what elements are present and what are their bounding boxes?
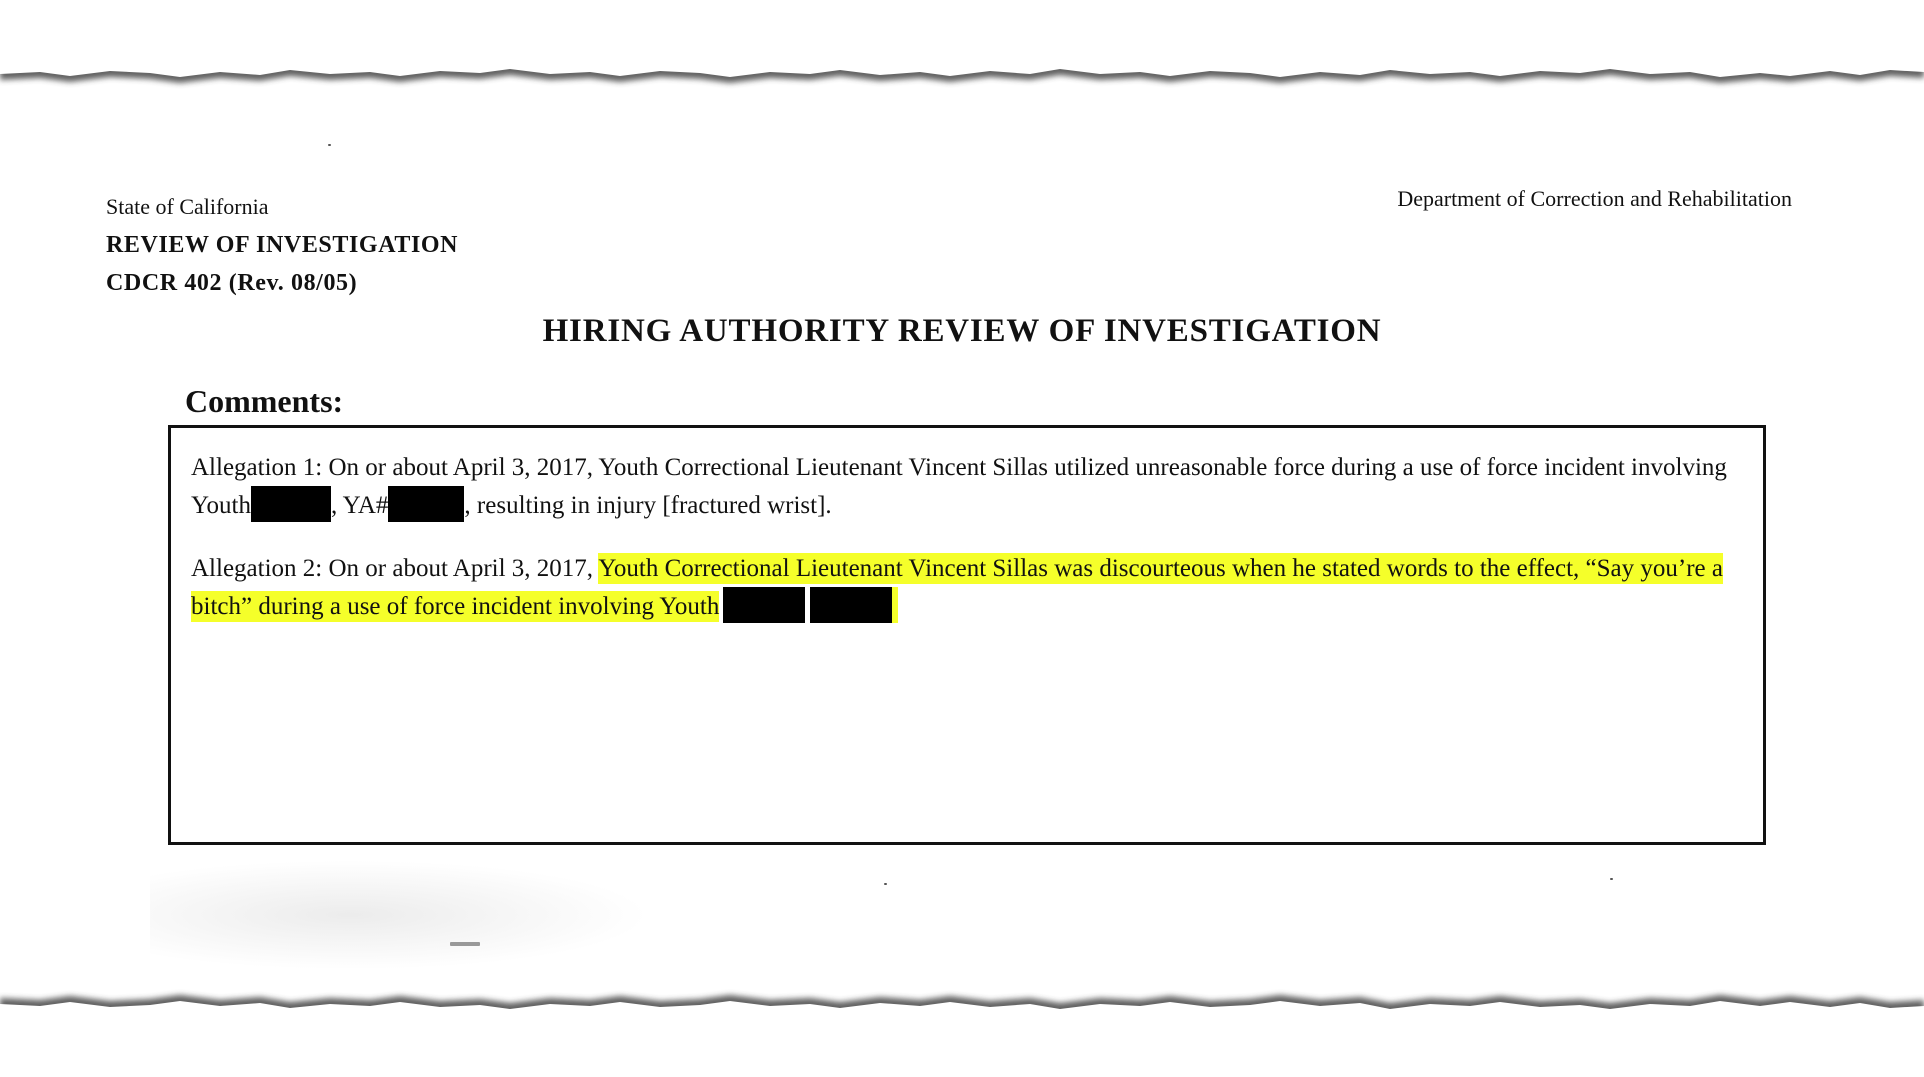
- allegation-1: [191, 450, 1751, 524]
- highlighted-text: Youth Correctional Lieutenant Vincent Sillas was discourteous when he stated words to the effect, “Say you’re a bitch” during a use of force incident involving Youth: [191, 555, 1723, 620]
- scan-speck: [450, 942, 480, 946]
- allegation-1-text: Allegation 1: On or about April 3, 2017, Youth Correctional Lieutenant Vincent Sillas utilized unreasonable force during a use of force incident involving Youth: [191, 454, 1727, 519]
- scan-speck: [328, 144, 331, 146]
- form-name: REVIEW OF INVESTIGATION: [106, 232, 459, 258]
- department-label: Department of Correction and Rehabilitation: [1397, 186, 1792, 211]
- scan-speck: [884, 883, 887, 885]
- scan-smudge: [150, 860, 650, 970]
- redaction-bar: [251, 486, 331, 522]
- comments-label: Comments:: [185, 383, 344, 419]
- document-title: HIRING AUTHORITY REVIEW OF INVESTIGATION: [542, 313, 1382, 349]
- scan-speck: [1610, 878, 1613, 880]
- allegation-1-text: , YA#: [331, 492, 389, 519]
- allegation-2-prefix: Allegation 2: On or about April 3, 2017,: [191, 555, 599, 582]
- allegation-1-text: , resulting in injury [fractured wrist].: [464, 492, 832, 519]
- form-identity-block: [106, 188, 458, 302]
- comments-box: [168, 425, 1766, 845]
- redaction-bar: [388, 486, 464, 522]
- state-label: State of California: [106, 194, 269, 219]
- highlight-tail: [892, 587, 898, 623]
- form-number: CDCR 402 (Rev. 08/05): [106, 270, 358, 296]
- redaction-bar: [810, 587, 892, 623]
- allegation-2: [191, 551, 1751, 625]
- redaction-bar: [723, 587, 805, 623]
